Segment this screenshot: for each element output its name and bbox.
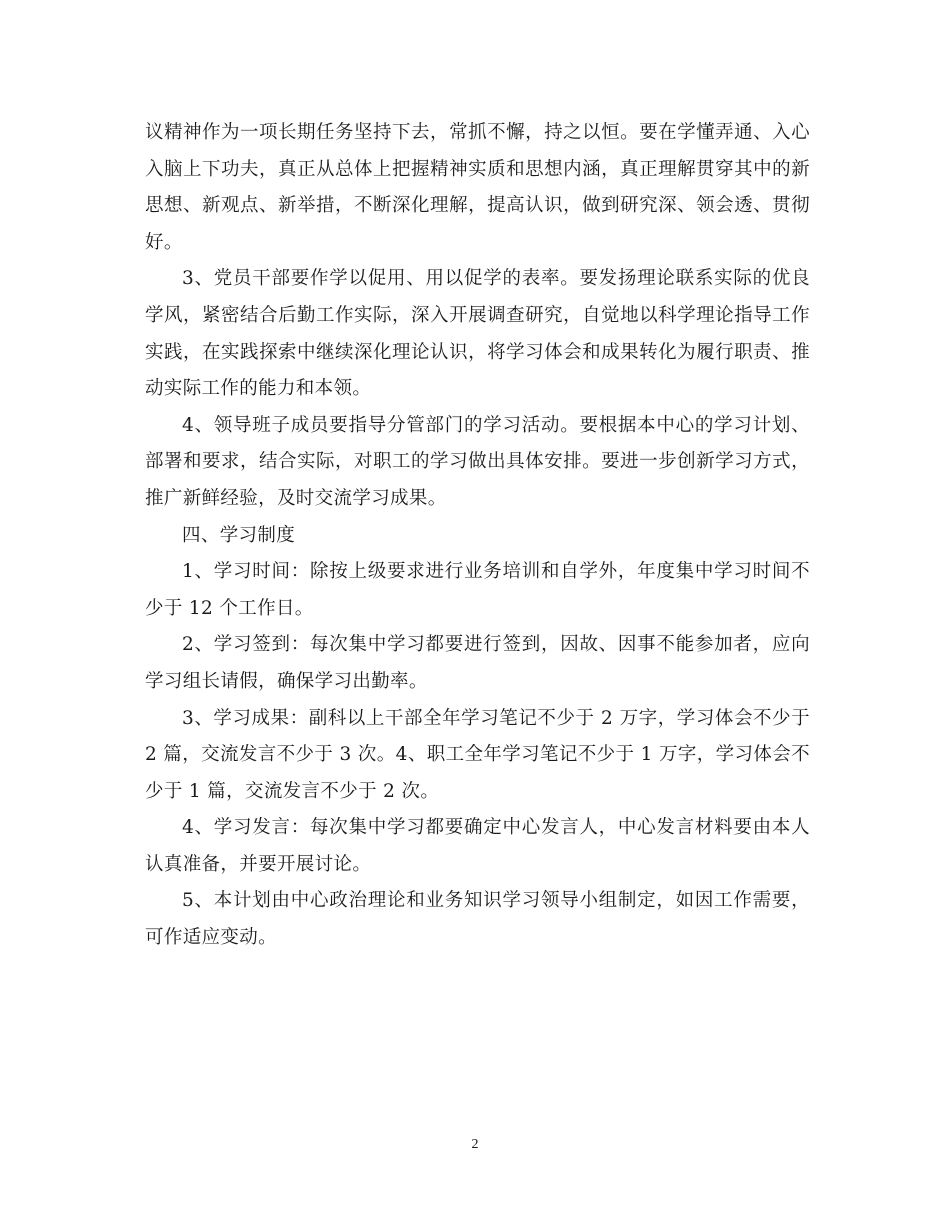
paragraph-study-speech: 4、学习发言：每次集中学习都要确定中心发言人，中心发言材料要由本人认真准备，并要开展讨论。 (145, 817, 810, 875)
paragraph-plan-note: 5、本计划由中心政治理论和业务知识学习领导小组制定，如因工作需要，可作适应变动。 (145, 890, 810, 949)
paragraph-study-signin: 2、学习签到：每次集中学习都要进行签到，因故、因事不能参加者，应向学习组长请假，确保学习出勤率。 (145, 634, 810, 692)
paragraph-study-results: 3、学习成果：副科以上干部全年学习笔记不少于 2 万字，学习体会不少于 2 篇，交流发言不少于 3 次。4、职工全年学习笔记不少于 1 万字，学习体会不少于 1 篇，交流发言不少于 2 次。 (145, 707, 810, 802)
paragraph-study-time: 1、学习时间：除按上级要求进行业务培训和自学外，年度集中学习时间不少于 12 个工作日。 (145, 561, 810, 619)
paragraph-item-3-party-cadres: 3、党员干部要作学以促用、用以促学的表率。要发扬理论联系实际的优良学风，紧密结合后勤工作实际，深入开展调查研究，自觉地以科学理论指导工作实践，在实践探索中继续深化理论认识，将学习体会和成果转化为履行职责、推动实际工作的能力和本领。 (145, 268, 810, 400)
paragraph-item-4-leadership: 4、领导班子成员要指导分管部门的学习活动。要根据本中心的学习计划、部署和要求，结合实际，对职工的学习做出具体安排。要进一步创新学习方式，推广新鲜经验，及时交流学习成果。 (145, 414, 810, 509)
page-number: 2 (471, 1137, 479, 1152)
document-body (145, 115, 810, 957)
paragraph-continued-intro: 议精神作为一项长期任务坚持下去，常抓不懈，持之以恒。要在学懂弄通、入心入脑上下功夫，真正从总体上把握精神实质和思想内涵，真正理解贯穿其中的新思想、新观点、新举措，不断深化理解，提高认识，做到研究深、领会透、贯彻好。 (145, 122, 810, 253)
section-heading-study-system: 四、学习制度 (182, 524, 296, 546)
